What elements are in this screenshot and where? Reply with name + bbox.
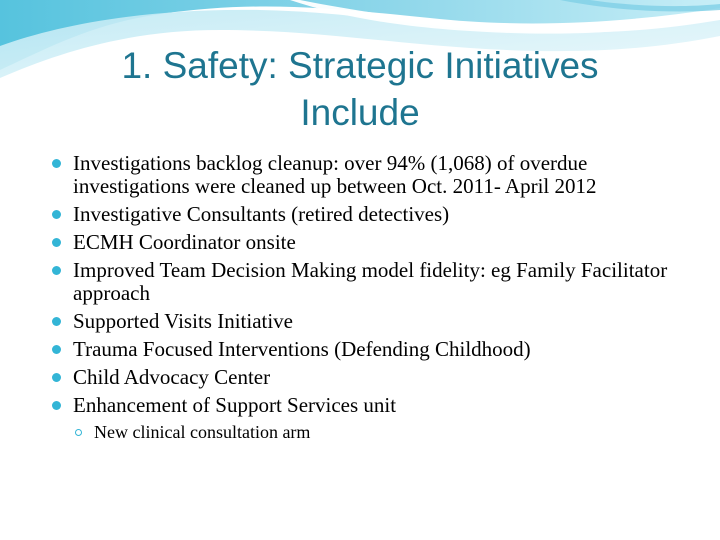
- slide-title: [40, 42, 680, 136]
- bullet-text: Trauma Focused Interventions (Defending Childhood): [73, 337, 531, 361]
- bullet-item: [52, 259, 688, 305]
- sub-bullet-ring-icon: [75, 429, 82, 436]
- bullet-item: [52, 366, 688, 389]
- bullet-dot-icon: [52, 345, 61, 354]
- bullet-dot-icon: [52, 159, 61, 168]
- sub-bullet-item: [52, 421, 688, 443]
- bullet-dot-icon: [52, 266, 61, 275]
- title-line-2: Include: [300, 92, 420, 133]
- bullet-text: Child Advocacy Center: [73, 365, 271, 389]
- bullet-text: ECMH Coordinator onsite: [73, 230, 296, 254]
- sub-bullet-text: New clinical consultation arm: [94, 422, 311, 442]
- bullet-list: [52, 152, 688, 443]
- bullet-item: [52, 231, 688, 254]
- bullet-dot-icon: [52, 373, 61, 382]
- bullet-dot-icon: [52, 238, 61, 247]
- bullet-dot-icon: [52, 210, 61, 219]
- bullet-item: [52, 394, 688, 417]
- title-line-1: 1. Safety: Strategic Initiatives: [121, 45, 599, 86]
- bullet-text: Supported Visits Initiative: [73, 309, 294, 333]
- bullet-dot-icon: [52, 401, 61, 410]
- bullet-text: Investigations backlog cleanup: over 94% (1,068) of overdue investigations were cleaned up between Oct. 2011- April 2012: [73, 151, 597, 198]
- bullet-text: Improved Team Decision Making model fidelity: eg Family Facilitator approach: [73, 258, 668, 305]
- bullet-item: [52, 310, 688, 333]
- bullet-text: Investigative Consultants (retired detectives): [73, 202, 450, 226]
- bullet-item: [52, 152, 688, 198]
- bullet-dot-icon: [52, 317, 61, 326]
- bullet-text: Enhancement of Support Services unit: [73, 393, 397, 417]
- bullet-item: [52, 203, 688, 226]
- bullet-item: [52, 338, 688, 361]
